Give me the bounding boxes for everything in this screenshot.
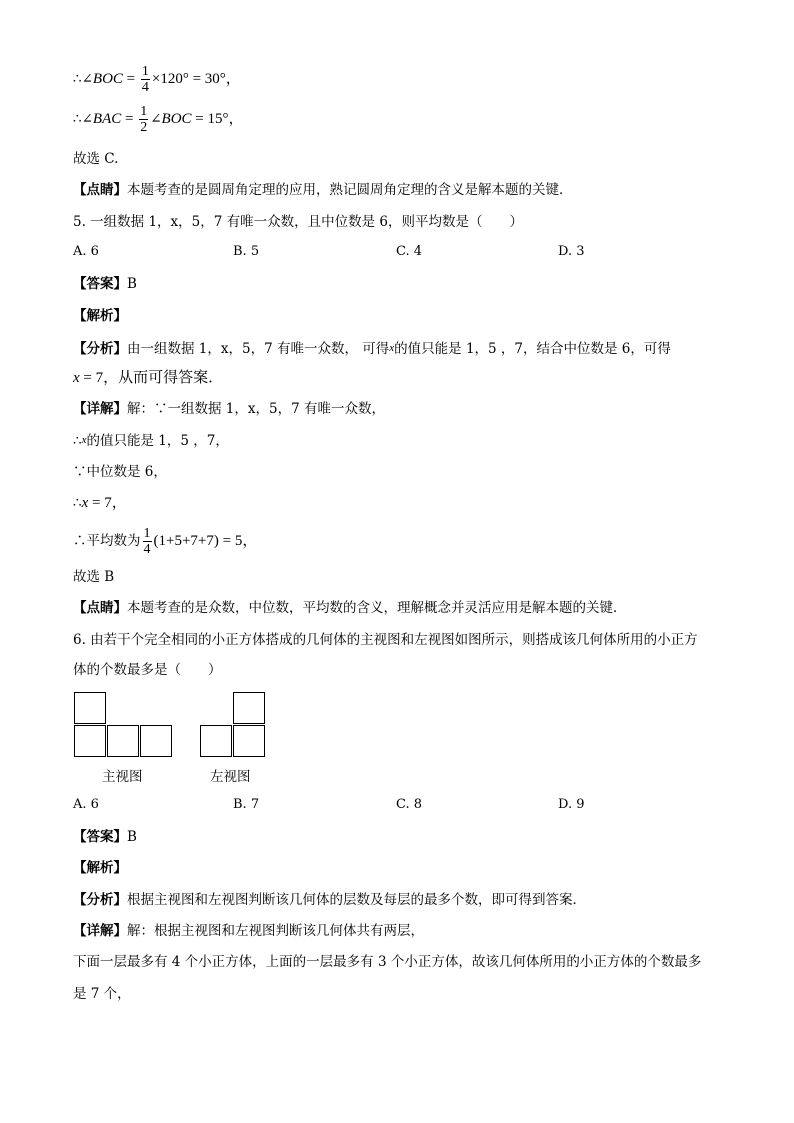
angle-boc: BOC [161, 111, 192, 127]
calc-line-boc [73, 64, 241, 95]
q5-step1 [73, 431, 229, 450]
dianjing-text: 本题考查的是众数，中位数，平均数的含义，理解概念并灵活应用是解本题的关键． [127, 600, 627, 616]
dianjing-tag: 【点睛】 [73, 182, 127, 198]
q5-fenxi [73, 339, 671, 358]
q5-xiangjie [73, 400, 385, 418]
angle-boc: BOC [92, 71, 123, 87]
dianjing-tag: 【点睛】 [73, 600, 127, 616]
q5-option-d[interactable]: D. 3 [558, 244, 585, 259]
denominator: 2 [140, 120, 148, 135]
q6-detail-2: 是 7 个， [73, 986, 131, 1002]
q5-step4 [73, 526, 257, 557]
q6-fenxi [73, 891, 586, 909]
fenxi-part-c: = 7，从而可得答案． [79, 370, 224, 386]
therefore: ∴ [73, 495, 82, 511]
angle-bac: BAC [92, 111, 122, 127]
fraction-half [139, 104, 148, 135]
q5-choose: 故选 B [73, 569, 115, 585]
therefore: ∴ [73, 433, 82, 449]
q5-stem: 5. 一组数据 1，x，5，7 有唯一众数，且中位数是 6，则平均数是（ ） [73, 214, 524, 230]
var-x: x [81, 434, 87, 446]
var-x: x [389, 342, 395, 354]
q6-option-c[interactable]: C. 8 [396, 797, 423, 812]
xiangjie-tag: 【详解】 [73, 401, 127, 417]
q5-option-b[interactable]: B. 5 [233, 244, 260, 259]
angle-symbol: ∠ [150, 111, 162, 127]
fenxi-part-a: 由一组数据 1，x，5，7 有唯一众数， 可得 [127, 341, 390, 357]
q5-option-c[interactable]: C. 4 [396, 244, 423, 259]
analysis-tag: 【解析】 [73, 860, 127, 876]
q5-step3 [73, 494, 127, 512]
caption-front-view: 主视图 [102, 769, 143, 785]
calc-line-bac [73, 104, 244, 135]
mean-label: ∴平均数为 [73, 533, 141, 549]
front-view-cell [74, 725, 106, 757]
front-view-cell [74, 692, 106, 724]
q6-option-a[interactable]: A. 6 [73, 797, 99, 812]
answer-value: B [127, 276, 137, 292]
q5-analysis-tag [73, 307, 127, 325]
numerator: 1 [141, 64, 149, 79]
fenxi-tag: 【分析】 [73, 892, 127, 908]
front-view-cell [140, 725, 172, 757]
q6-option-b[interactable]: B. 7 [233, 797, 260, 812]
q6-detail-1: 下面一层最多有 4 个小正方体，上面的一层最多有 3 个小正方体，故该几何体所用的小正方体的个数最多 [73, 954, 702, 970]
xiangjie-text: 解：∵一组数据 1，x，5，7 有唯一众数， [127, 401, 385, 417]
q6-xiangjie [73, 922, 424, 940]
denominator: 4 [143, 542, 151, 557]
therefore-angle: ∴∠ [73, 111, 93, 127]
calc-rest: ×120° = 30°， [151, 71, 241, 87]
fraction-quarter [141, 64, 150, 95]
q6-analysis-tag [73, 859, 127, 877]
fraction-quarter [143, 526, 152, 557]
equals: = [122, 71, 139, 87]
analysis-tag: 【解析】 [73, 308, 127, 324]
mean-expr: (1+5+7+7) = 5， [153, 533, 258, 549]
q5-step2: ∵中位数是 6， [73, 464, 167, 480]
choose-c: 故选 C. [73, 151, 119, 167]
left-view-cell [200, 725, 232, 757]
fenxi-tag: 【分析】 [73, 341, 127, 357]
answer-tag: 【答案】 [73, 276, 127, 292]
numerator: 1 [143, 526, 151, 541]
q5-answer [73, 275, 137, 293]
xiangjie-tag: 【详解】 [73, 923, 127, 939]
step1-text: 的值只能是 1，5 ，7， [86, 433, 229, 449]
var-x: x [73, 370, 80, 386]
front-view-cell [107, 725, 139, 757]
var-x: x [81, 495, 89, 511]
fenxi-part-b: 的值只能是 1，5 ，7，结合中位数是 6，可得 [394, 341, 671, 357]
q6-stem-1: 6. 由若干个完全相同的小正方体搭成的几何体的主视图和左视图如图所示，则搭成该几何体所用的小正方 [73, 632, 698, 648]
xiangjie-text: 解：根据主视图和左视图判断该几何体共有两层， [127, 923, 424, 939]
q6-option-d[interactable]: D. 9 [558, 797, 585, 812]
left-view-cell [233, 692, 265, 724]
q5-fenxi-cont [73, 369, 223, 387]
answer-tag: 【答案】 [73, 829, 127, 845]
left-view-cell [233, 725, 265, 757]
caption-left-view: 左视图 [210, 769, 251, 785]
step3-text: = 7， [88, 495, 127, 511]
q6-stem-2: 体的个数最多是（ ） [73, 662, 222, 678]
dianjing-q4 [73, 181, 573, 199]
dianjing-text: 本题考查的是圆周角定理的应用，熟记圆周角定理的含义是解本题的关键． [127, 182, 573, 198]
calc-rest: = 15°， [191, 111, 244, 127]
numerator: 1 [140, 104, 148, 119]
therefore-angle: ∴∠ [73, 71, 93, 87]
answer-value: B [127, 829, 137, 845]
q5-option-a[interactable]: A. 6 [73, 244, 99, 259]
equals: = [121, 111, 138, 127]
fenxi-text: 根据主视图和左视图判断该几何体的层数及每层的最多个数，即可得到答案． [127, 892, 586, 908]
denominator: 4 [141, 80, 149, 95]
q5-dianjing [73, 599, 627, 617]
q6-answer [73, 828, 137, 846]
